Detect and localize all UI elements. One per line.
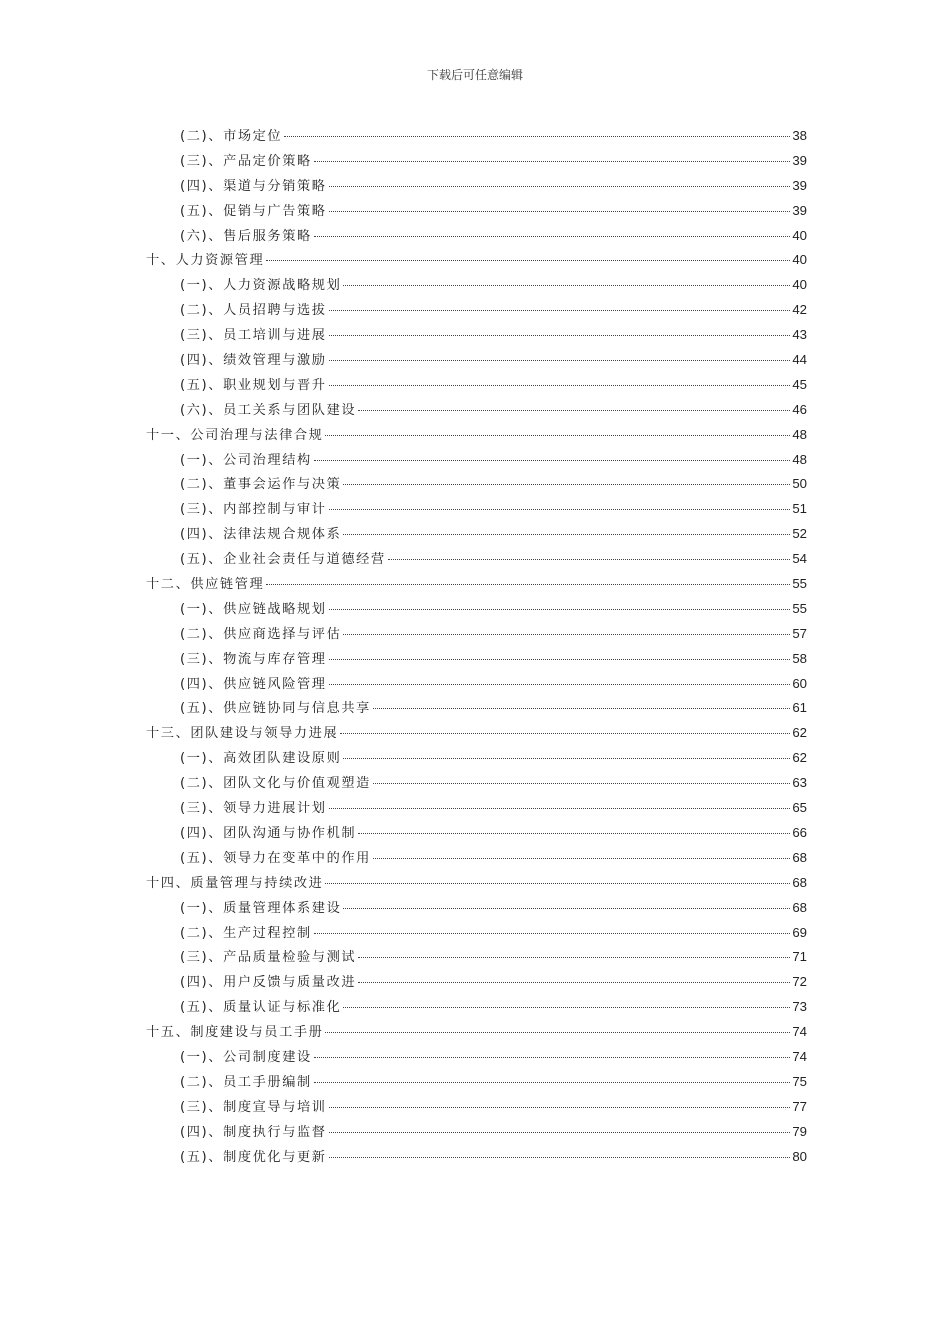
- page-header: 下载后可任意编辑: [426, 68, 523, 82]
- toc-page-number: 43: [792, 327, 807, 343]
- toc-dot-leader: [329, 808, 791, 809]
- toc-dot-leader: [329, 659, 791, 660]
- toc-section-entry[interactable]: [0, 224, 807, 249]
- toc-section-entry[interactable]: [0, 1120, 807, 1145]
- toc-dot-leader: [325, 883, 790, 884]
- toc-entry-title: (三)、物流与库存管理: [180, 651, 327, 667]
- toc-dot-leader: [343, 484, 790, 485]
- toc-dot-leader: [343, 285, 790, 286]
- toc-dot-leader: [329, 509, 791, 510]
- toc-section-entry[interactable]: [0, 298, 807, 323]
- toc-dot-leader: [329, 360, 791, 361]
- toc-page-number: 46: [792, 401, 807, 417]
- toc-entry-title: (三)、制度宣导与培训: [180, 1099, 327, 1115]
- toc-dot-leader: [358, 957, 790, 958]
- toc-dot-leader: [325, 435, 790, 436]
- toc-entry-title: 十一、公司治理与法律合规: [146, 427, 324, 443]
- toc-entry-title: (三)、领导力进展计划: [180, 801, 327, 817]
- toc-section-entry[interactable]: [0, 547, 807, 572]
- toc-entry-title: (二)、市场定位: [180, 129, 283, 144]
- toc-dot-leader: [373, 708, 790, 709]
- toc-entry-title: 十五、制度建设与员工手册: [146, 1025, 324, 1041]
- toc-section-entry[interactable]: [0, 522, 807, 547]
- toc-page-number: 38: [792, 128, 807, 143]
- toc-entry-title: (三)、产品质量检验与测试: [180, 950, 357, 966]
- toc-section-entry[interactable]: [0, 896, 807, 921]
- toc-entry-title: (四)、绩效管理与激励: [180, 353, 327, 369]
- toc-entry-title: (一)、质量管理体系建设: [180, 900, 342, 916]
- toc-dot-leader: [329, 211, 791, 212]
- table-of-contents: [0, 124, 950, 1169]
- toc-section-entry[interactable]: [0, 472, 807, 497]
- toc-entry-title: (四)、渠道与分销策略: [180, 178, 327, 194]
- toc-dot-leader: [329, 1132, 791, 1133]
- toc-dot-leader: [343, 634, 790, 635]
- toc-entry-title: (四)、制度执行与监督: [180, 1124, 327, 1140]
- toc-page-number: 73: [792, 999, 807, 1015]
- toc-entry-title: (六)、售后服务策略: [180, 228, 312, 244]
- toc-entry-title: 十四、质量管理与持续改进: [146, 875, 324, 891]
- toc-section-entry[interactable]: [0, 398, 807, 423]
- toc-entry-title: (一)、高效团队建设原则: [180, 751, 342, 767]
- toc-section-entry[interactable]: [0, 323, 807, 348]
- toc-entry-title: (五)、质量认证与标准化: [180, 1000, 342, 1016]
- toc-dot-leader: [340, 733, 790, 734]
- toc-page-number: 63: [792, 775, 807, 791]
- toc-dot-leader: [343, 758, 790, 759]
- toc-page-number: 55: [792, 600, 807, 616]
- toc-page-number: 74: [792, 1048, 807, 1064]
- toc-entry-title: (四)、法律法规合规体系: [180, 527, 342, 543]
- toc-section-entry[interactable]: [0, 672, 807, 697]
- toc-section-entry[interactable]: [0, 1070, 807, 1095]
- toc-page-number: 48: [792, 451, 807, 467]
- toc-dot-leader: [373, 858, 790, 859]
- toc-dot-leader: [266, 584, 790, 585]
- toc-dot-leader: [325, 1032, 790, 1033]
- toc-page-number: 68: [792, 849, 807, 865]
- toc-section-entry[interactable]: [0, 1095, 807, 1120]
- toc-page-number: 48: [792, 426, 807, 442]
- toc-dot-leader: [314, 161, 791, 162]
- toc-entry-title: (二)、生产过程控制: [180, 925, 312, 941]
- toc-chapter-entry[interactable]: [0, 871, 807, 896]
- toc-section-entry[interactable]: [0, 149, 807, 174]
- toc-dot-leader: [329, 310, 791, 311]
- toc-entry-title: (四)、供应链风险管理: [180, 676, 327, 692]
- toc-page-number: 69: [792, 924, 807, 940]
- toc-entry-title: 十、人力资源管理: [146, 253, 265, 269]
- toc-chapter-entry[interactable]: [0, 721, 807, 746]
- toc-entry-title: (五)、制度优化与更新: [180, 1149, 327, 1165]
- toc-page-number: 42: [792, 302, 807, 318]
- toc-page-number: 39: [792, 202, 807, 218]
- toc-entry-title: (一)、公司制度建设: [180, 1049, 312, 1065]
- toc-page-number: 57: [792, 625, 807, 641]
- toc-dot-leader: [329, 684, 791, 685]
- toc-entry-title: (四)、团队沟通与协作机制: [180, 825, 357, 841]
- toc-entry-title: 十三、团队建设与领导力进展: [146, 726, 339, 742]
- toc-dot-leader: [373, 783, 790, 784]
- toc-dot-leader: [284, 136, 790, 137]
- toc-dot-leader: [343, 1007, 790, 1008]
- toc-chapter-entry[interactable]: [0, 572, 807, 597]
- toc-dot-leader: [358, 982, 790, 983]
- toc-section-entry[interactable]: [0, 821, 807, 846]
- toc-entry-title: (四)、用户反馈与质量改进: [180, 975, 357, 991]
- toc-section-entry[interactable]: [0, 647, 807, 672]
- toc-section-entry[interactable]: [0, 995, 807, 1020]
- toc-page-number: 58: [792, 650, 807, 666]
- toc-section-entry[interactable]: [0, 696, 807, 721]
- toc-section-entry[interactable]: [0, 846, 807, 871]
- toc-section-entry[interactable]: [0, 1045, 807, 1070]
- toc-page-number: 52: [792, 526, 807, 542]
- toc-dot-leader: [314, 236, 791, 237]
- toc-section-entry[interactable]: [0, 945, 807, 970]
- toc-dot-leader: [388, 559, 791, 560]
- toc-entry-title: 十二、供应链管理: [146, 577, 265, 593]
- toc-page-number: 45: [792, 376, 807, 392]
- toc-dot-leader: [329, 609, 791, 610]
- toc-entry-title: (一)、供应链战略规划: [180, 601, 327, 617]
- toc-section-entry[interactable]: [0, 597, 807, 622]
- toc-page-number: 75: [792, 1073, 807, 1089]
- toc-dot-leader: [329, 385, 791, 386]
- toc-entry-title: (五)、供应链协同与信息共享: [180, 701, 371, 717]
- toc-dot-leader: [329, 1157, 791, 1158]
- toc-section-entry[interactable]: [0, 746, 807, 771]
- toc-section-entry[interactable]: [0, 622, 807, 647]
- toc-page-number: 80: [792, 1148, 807, 1164]
- toc-entry-title: (二)、董事会运作与决策: [180, 477, 342, 493]
- toc-page-number: 66: [792, 824, 807, 840]
- toc-page-number: 60: [792, 675, 807, 691]
- toc-dot-leader: [329, 186, 791, 187]
- toc-page-number: 54: [792, 551, 807, 567]
- toc-entry-title: (五)、领导力在变革中的作用: [180, 850, 371, 866]
- toc-entry-title: (三)、内部控制与审计: [180, 502, 327, 518]
- toc-entry-title: (二)、供应商选择与评估: [180, 626, 342, 642]
- toc-dot-leader: [314, 460, 791, 461]
- toc-dot-leader: [314, 933, 791, 934]
- toc-page-number: 77: [792, 1098, 807, 1114]
- toc-entry-title: (三)、员工培训与进展: [180, 328, 327, 344]
- toc-section-entry[interactable]: [0, 1145, 807, 1170]
- toc-dot-leader: [314, 1082, 791, 1083]
- toc-entry-title: (二)、人员招聘与选拔: [180, 303, 327, 319]
- toc-page-number: 40: [792, 252, 807, 268]
- toc-dot-leader: [329, 335, 791, 336]
- toc-entry-title: (五)、企业社会责任与道德经营: [180, 552, 386, 568]
- toc-dot-leader: [343, 908, 790, 909]
- toc-page-number: 79: [792, 1123, 807, 1139]
- toc-section-entry[interactable]: [0, 497, 807, 522]
- toc-dot-leader: [343, 534, 790, 535]
- toc-page-number: 68: [792, 899, 807, 915]
- toc-chapter-entry[interactable]: [0, 423, 807, 448]
- toc-entry-title: (二)、团队文化与价值观塑造: [180, 776, 371, 792]
- toc-entry-title: (五)、促销与广告策略: [180, 203, 327, 219]
- toc-page-number: 50: [792, 476, 807, 492]
- toc-page-number: 65: [792, 800, 807, 816]
- toc-page-number: 72: [792, 974, 807, 990]
- toc-entry-title: (五)、职业规划与晋升: [180, 377, 327, 393]
- toc-page-number: 44: [792, 352, 807, 368]
- toc-page-number: 39: [792, 152, 807, 168]
- toc-section-entry[interactable]: [0, 174, 807, 199]
- toc-dot-leader: [266, 260, 790, 261]
- toc-section-entry[interactable]: [0, 771, 807, 796]
- toc-section-entry[interactable]: [0, 124, 807, 149]
- toc-page-number: 40: [792, 277, 807, 293]
- toc-dot-leader: [329, 1107, 791, 1108]
- toc-section-entry[interactable]: [0, 448, 807, 473]
- toc-page-number: 40: [792, 227, 807, 243]
- toc-section-entry[interactable]: [0, 796, 807, 821]
- toc-entry-title: (一)、公司治理结构: [180, 452, 312, 468]
- toc-section-entry[interactable]: [0, 373, 807, 398]
- toc-page-number: 74: [792, 1024, 807, 1040]
- toc-entry-title: (三)、产品定价策略: [180, 153, 312, 169]
- toc-page-number: 62: [792, 750, 807, 766]
- toc-section-entry[interactable]: [0, 199, 807, 224]
- toc-dot-leader: [358, 833, 790, 834]
- toc-dot-leader: [314, 1057, 791, 1058]
- toc-page-number: 39: [792, 177, 807, 193]
- toc-page-number: 61: [792, 700, 807, 716]
- toc-chapter-entry[interactable]: [0, 248, 807, 273]
- toc-page-number: 55: [792, 576, 807, 592]
- toc-chapter-entry[interactable]: [0, 1020, 807, 1045]
- toc-page-number: 71: [792, 949, 807, 965]
- toc-dot-leader: [358, 410, 790, 411]
- toc-page-number: 51: [792, 501, 807, 517]
- toc-page-number: 62: [792, 725, 807, 741]
- toc-section-entry[interactable]: [0, 348, 807, 373]
- toc-section-entry[interactable]: [0, 921, 807, 946]
- toc-page-number: 68: [792, 874, 807, 890]
- toc-entry-title: (一)、人力资源战略规划: [180, 278, 342, 294]
- toc-entry-title: (六)、员工关系与团队建设: [180, 402, 357, 418]
- toc-section-entry[interactable]: [0, 970, 807, 995]
- toc-section-entry[interactable]: [0, 273, 807, 298]
- toc-entry-title: (二)、员工手册编制: [180, 1074, 312, 1090]
